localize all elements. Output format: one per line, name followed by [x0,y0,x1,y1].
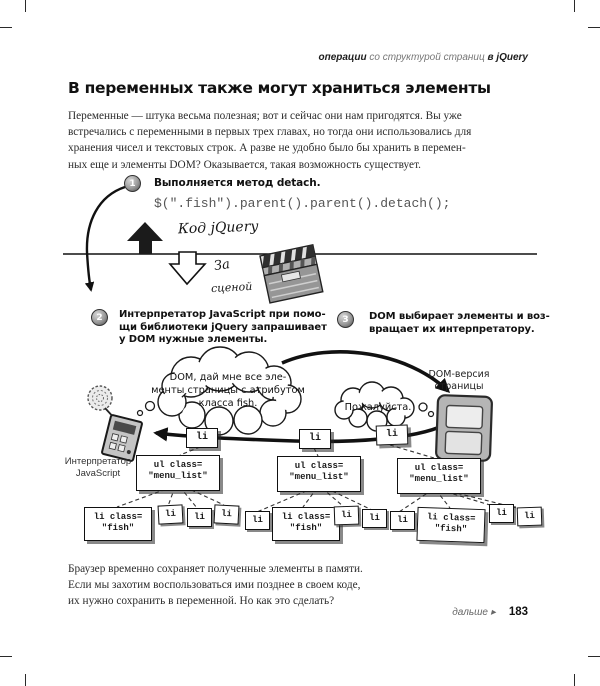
dom-window-icon [436,395,492,461]
reply-bubble-text: Пожалуйста. [344,402,412,413]
detached-li-node: li [299,429,331,449]
li-child-node: li [245,511,270,530]
step-2-line: щи библиотеки jQuery запрашивает [119,321,327,333]
step-3-line: DOM выбирает элементы и воз- [369,311,550,322]
crop-mark [0,27,12,28]
closing-paragraph [68,562,363,609]
ul-node-line: ul class= [153,460,203,470]
step-1-badge: 1 [124,175,141,192]
li-child-node: li [517,507,543,527]
dom-icon-label-line: страницы [434,380,484,392]
header-middle: со структурой страниц [369,52,485,63]
up-arrow-icon [127,222,163,254]
detached-li-node: li [186,428,218,448]
crop-mark [588,656,600,657]
li-fish-line: li class= [426,512,476,524]
behind-scenes-label-line2: сценой [210,279,253,296]
down-arrow-icon [170,252,205,284]
request-bubble-line: менты страницы с атрибутом [151,385,305,396]
step-3-badge: 3 [337,311,354,328]
li-fish-node [84,507,152,541]
li-fish-node [272,507,340,541]
code-side-label: Код jQuery [177,218,259,238]
crop-mark [0,656,12,657]
step-2-badge: 2 [91,309,108,326]
crop-mark [25,0,26,12]
step-3-line: вращает их интерпретатору. [369,323,535,335]
closing-line: их нужно сохранить в переменной. Но как это сделать? [68,594,335,607]
dom-icon-label-line: DOM-версия [428,369,490,380]
li-fish-line: "fish" [434,523,468,535]
clapperboard-icon [260,245,323,303]
next-label [452,607,496,618]
ul-node-line: "menu_list" [148,471,208,481]
li-child-node: li [362,509,387,528]
closing-line: Браузер временно сохраняет полученные элементы в памяти. [68,563,363,575]
li-child-node: li [187,508,212,527]
crop-mark [574,674,575,686]
crop-mark [25,674,26,686]
li-fish-line: li class= [281,512,331,522]
interpreter-label [56,456,140,480]
request-bubble-text [148,371,308,410]
li-child-node: li [390,511,415,530]
intro-line: встречались с переменными в первых трех главах, но тогда они использовались для [68,126,472,139]
ul-node-line: "menu_list" [289,472,349,482]
li-fish-line: "fish" [101,523,135,533]
interpreter-label-line: Интерпретатор [64,456,132,467]
closing-line: Если мы захотим воспользоваться ими позднее в своем коде, [68,578,361,591]
ul-node-line: ul class= [414,463,464,473]
li-child-node: li [334,506,360,526]
page-title: В переменных также могут храниться элементы [68,79,491,97]
next-arrow-icon: ▸ [490,607,496,618]
li-fish-node [416,507,485,543]
li-fish-line: li class= [93,512,143,522]
jquery-code-line: $(".fish").parent().parent().detach(); [154,196,451,211]
step-3-text [369,311,550,336]
li-fish-line: "fish" [289,523,323,533]
intro-line: ных еще и элементы DOM? Оказывается, такая возможность существует. [68,158,421,171]
step-2-line: у DOM нужные элементы. [119,334,268,345]
li-child-node: li [214,504,240,524]
ul-node-line: "menu_list" [409,474,469,484]
page-number: 183 [508,606,528,618]
running-header [318,52,528,63]
interpreter-label-line: JavaScript [75,468,121,479]
step-1-text: Выполняется метод detach. [154,177,321,189]
ul-menu-list-node [136,455,220,491]
dom-icon-label [423,369,495,392]
request-bubble-line: DOM, дай мне все эле- [169,372,287,383]
header-book: в jQuery [487,52,528,63]
crop-mark [574,0,575,12]
detached-li-node: li [376,424,409,445]
next-text: дальше [452,607,488,618]
ul-menu-list-node [277,456,361,492]
ul-node-line: ul class= [294,461,344,471]
intro-line: Переменные — штука весьма полезная; вот и сейчас они нам пригодятся. Вы уже [68,110,462,122]
behind-scenes-label-line1: За [213,256,231,275]
js-interpreter-icon [88,386,142,461]
header-chapter: операции [318,52,367,63]
page-footer [452,606,528,618]
request-bubble-line: класса fish. [198,398,258,409]
step-2-line: Интерпретатор JavaScript при помо- [119,309,326,320]
li-child-node: li [489,504,514,523]
step-2-text [119,309,327,347]
crop-mark [588,27,600,28]
ul-menu-list-node [397,458,481,494]
intro-line: хранения чисел и текстовых строк. А разве не удобно было бы хранить в перемен- [68,142,466,155]
intro-paragraph [68,108,471,173]
step1-curved-arrow [87,187,125,290]
li-child-node: li [158,504,184,524]
